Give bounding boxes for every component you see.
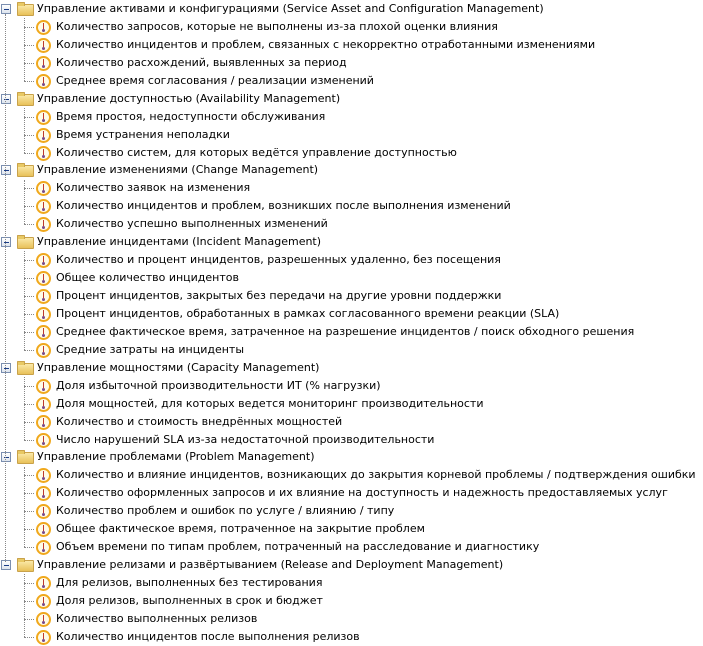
tree-item-kpi[interactable] — [0, 269, 703, 287]
collapse-toggle-icon[interactable] — [1, 94, 11, 104]
kpi-indicator-icon — [36, 415, 51, 430]
folder-icon — [17, 237, 34, 249]
tree-connector — [24, 27, 34, 28]
kpi-label[interactable]: Количество и влияние инцидентов, возникающих до закрытия корневой проблемы / подтверждения ошибки — [56, 468, 696, 482]
kpi-indicator-icon — [36, 56, 51, 71]
kpi-label[interactable]: Время простоя, недоступности обслуживания — [56, 109, 326, 123]
group-label[interactable]: Управление доступностью (Availability Management) — [37, 91, 341, 105]
tree-connector — [24, 583, 34, 584]
kpi-indicator-icon — [36, 540, 51, 555]
group-label[interactable]: Управление активами и конфигурациями (Service Asset and Configuration Management) — [37, 2, 544, 15]
kpi-indicator-icon — [36, 630, 51, 645]
kpi-indicator-icon — [36, 522, 51, 537]
kpi-indicator-icon — [36, 271, 51, 286]
tree-connector — [24, 180, 25, 225]
tree-connector — [24, 637, 34, 638]
tree-connector — [24, 467, 25, 548]
collapse-toggle-icon[interactable] — [1, 452, 11, 462]
kpi-label[interactable]: Процент инцидентов, закрытых без передачи на другие уровни поддержки — [56, 289, 502, 302]
tree-group-node[interactable] — [0, 161, 703, 179]
kpi-label[interactable]: Количество расхождений, выявленных за период — [56, 55, 347, 69]
kpi-label[interactable]: Количество запросов, которые не выполнены из-за плохой оценки влияния — [56, 19, 498, 33]
collapse-toggle-icon[interactable] — [1, 4, 11, 14]
tree-connector — [24, 188, 34, 189]
tree-connector — [24, 296, 34, 297]
kpi-indicator-icon — [36, 20, 51, 35]
tree-connector — [24, 63, 34, 64]
tree-item-kpi[interactable] — [0, 72, 703, 90]
tree-item-kpi[interactable] — [0, 197, 703, 215]
tree-item-kpi[interactable] — [0, 395, 703, 413]
tree-item-kpi[interactable] — [0, 466, 703, 484]
kpi-label[interactable]: Количество успешно выполненных изменений — [56, 217, 328, 231]
kpi-indicator-icon — [36, 289, 51, 304]
tree-connector — [24, 108, 25, 153]
tree-group-node[interactable] — [0, 90, 703, 108]
folder-icon — [17, 4, 34, 16]
kpi-label[interactable]: Доля релизов, выполненных в срок и бюджет — [56, 593, 323, 607]
kpi-indicator-icon — [36, 468, 51, 483]
tree-connector — [24, 45, 34, 46]
tree-item-kpi[interactable] — [0, 215, 703, 233]
kpi-indicator-icon — [36, 253, 51, 268]
tree-connector — [24, 386, 34, 387]
tree-connector — [24, 601, 34, 602]
group-label[interactable]: Управление проблемами (Problem Management) — [37, 450, 315, 464]
tree-item-kpi[interactable] — [0, 520, 703, 538]
tree-connector — [24, 314, 34, 315]
group-label[interactable]: Управление инцидентами (Incident Management) — [37, 235, 322, 249]
kpi-label[interactable]: Количество и процент инцидентов, разрешенных удаленно, без посещения — [56, 253, 501, 267]
tree-item-kpi[interactable] — [0, 484, 703, 502]
tree-group-node[interactable] — [0, 556, 703, 574]
kpi-indicator-icon — [36, 74, 51, 89]
tree-connector — [24, 493, 34, 494]
tree-connector — [24, 574, 25, 637]
tree-connector — [24, 206, 34, 207]
collapse-toggle-icon[interactable] — [1, 237, 11, 247]
group-label[interactable]: Управление релизами и развёртыванием (Release and Deployment Management) — [37, 558, 504, 572]
tree-item-kpi[interactable] — [0, 628, 703, 646]
tree-item-kpi[interactable] — [0, 108, 703, 126]
tree-item-kpi[interactable] — [0, 144, 703, 162]
folder-icon — [17, 452, 34, 464]
kpi-indicator-icon — [36, 307, 51, 322]
kpi-indicator-icon — [36, 343, 51, 358]
tree-item-kpi[interactable] — [0, 18, 703, 36]
tree-item-kpi[interactable] — [0, 592, 703, 610]
kpi-label[interactable]: Количество инцидентов после выполнения релизов — [56, 629, 360, 643]
kpi-label[interactable]: Процент инцидентов, обработанных в рамках согласованного времени реакции (SLA) — [56, 306, 560, 320]
group-label[interactable]: Управление изменениями (Change Management) — [37, 163, 319, 177]
kpi-indicator-icon — [36, 146, 51, 161]
tree-item-kpi[interactable] — [0, 341, 703, 359]
kpi-label[interactable]: Среднее фактическое время, затраченное на разрешение инцидентов / поиск обходного решения — [56, 324, 635, 338]
kpi-label[interactable]: Количество заявок на изменения — [56, 181, 251, 195]
tree-connector — [24, 260, 34, 261]
tree-item-kpi[interactable] — [0, 431, 703, 449]
tree-connector — [24, 153, 34, 154]
tree-connector — [24, 224, 34, 225]
group-label[interactable]: Управление мощностями (Capacity Management) — [37, 360, 320, 374]
tree-connector — [24, 251, 25, 350]
tree-connector — [24, 81, 34, 82]
tree-item-kpi[interactable] — [0, 251, 703, 269]
tree-item-kpi[interactable] — [0, 126, 703, 144]
kpi-indicator-icon — [36, 594, 51, 609]
tree-connector — [24, 547, 34, 548]
tree-group-node[interactable] — [0, 233, 703, 251]
tree-group-node[interactable] — [0, 0, 703, 18]
tree-connector — [24, 135, 34, 136]
folder-icon — [17, 94, 34, 106]
folder-icon — [17, 560, 34, 572]
kpi-indicator-icon — [36, 199, 51, 214]
tree-connector — [24, 278, 34, 279]
tree-connector — [24, 529, 34, 530]
kpi-indicator-icon — [36, 128, 51, 143]
kpi-label[interactable]: Количество и стоимость внедрённых мощностей — [56, 414, 343, 428]
kpi-label[interactable]: Объем времени по типам проблем, потраченный на расследование и диагностику — [56, 540, 540, 554]
tree-item-kpi[interactable] — [0, 610, 703, 628]
tree-item-kpi[interactable] — [0, 377, 703, 395]
kpi-indicator-icon — [36, 379, 51, 394]
tree-item-kpi[interactable] — [0, 574, 703, 592]
tree-group-node[interactable] — [0, 448, 703, 466]
tree-connector — [24, 332, 34, 333]
tree-connector — [24, 18, 25, 81]
kpi-indicator-icon — [36, 325, 51, 340]
tree-connector — [24, 377, 25, 440]
tree-connector — [24, 404, 34, 405]
folder-icon — [17, 363, 34, 375]
tree-item-kpi[interactable] — [0, 413, 703, 431]
kpi-label[interactable]: Для релизов, выполненных без тестирования — [56, 576, 323, 589]
tree-connector — [24, 511, 34, 512]
collapse-toggle-icon[interactable] — [1, 165, 11, 175]
collapse-toggle-icon[interactable] — [1, 363, 11, 373]
kpi-label[interactable]: Количество выполненных релизов — [56, 611, 258, 625]
tree-connector — [24, 475, 34, 476]
tree-connector — [24, 350, 34, 351]
kpi-indicator-icon — [36, 38, 51, 53]
tree-item-kpi[interactable] — [0, 305, 703, 323]
kpi-indicator-icon — [36, 504, 51, 519]
tree-connector — [24, 117, 34, 118]
kpi-label[interactable]: Среднее время согласования / реализации изменений — [56, 73, 374, 87]
kpi-label[interactable]: Количество систем, для которых ведётся управление доступностью — [56, 145, 457, 159]
tree-item-kpi[interactable] — [0, 54, 703, 72]
kpi-label[interactable]: Доля избыточной производительности ИТ (% нагрузки) — [56, 378, 381, 392]
kpi-indicator-icon — [36, 397, 51, 412]
tree-connector — [24, 619, 34, 620]
kpi-label[interactable]: Общее количество инцидентов — [56, 271, 239, 285]
kpi-indicator-icon — [36, 433, 51, 448]
kpi-label[interactable]: Количество оформленных запросов и их влияние на доступность и надежность предоставляемых услуг — [56, 486, 668, 500]
tree-item-kpi[interactable] — [0, 323, 703, 341]
kpi-label[interactable]: Количество проблем и ошибок по услуге / влиянию / типу — [56, 504, 395, 518]
collapse-toggle-icon[interactable] — [1, 560, 11, 570]
kpi-label[interactable]: Средние затраты на инциденты — [56, 342, 245, 356]
kpi-label[interactable]: Время устранения неполадки — [56, 127, 230, 141]
tree-connector — [24, 440, 34, 441]
kpi-indicator-icon — [36, 110, 51, 125]
kpi-label[interactable]: Доля мощностей, для которых ведется мониторинг производительности — [56, 396, 484, 410]
kpi-label[interactable]: Число нарушений SLA из-за недостаточной производительности — [56, 432, 435, 446]
kpi-label[interactable]: Общее фактическое время, потраченное на закрытие проблем — [56, 522, 425, 536]
kpi-indicator-icon — [36, 181, 51, 196]
tree-item-kpi[interactable] — [0, 36, 703, 54]
tree-item-kpi[interactable] — [0, 179, 703, 197]
tree-connector — [5, 14, 6, 562]
kpi-indicator-icon — [36, 486, 51, 501]
kpi-indicator-icon — [36, 612, 51, 627]
kpi-indicator-icon — [36, 576, 51, 591]
tree-connector — [24, 422, 34, 423]
kpi-label[interactable]: Количество инцидентов и проблем, связанных с некорректно отработанными изменениями — [56, 37, 596, 51]
tree-group-node[interactable] — [0, 359, 703, 377]
kpi-indicator-icon — [36, 217, 51, 232]
tree-item-kpi[interactable] — [0, 502, 703, 520]
tree-item-kpi[interactable] — [0, 538, 703, 556]
folder-icon — [17, 165, 34, 177]
tree-item-kpi[interactable] — [0, 287, 703, 305]
kpi-label[interactable]: Количество инцидентов и проблем, возникших после выполнения изменений — [56, 199, 511, 213]
